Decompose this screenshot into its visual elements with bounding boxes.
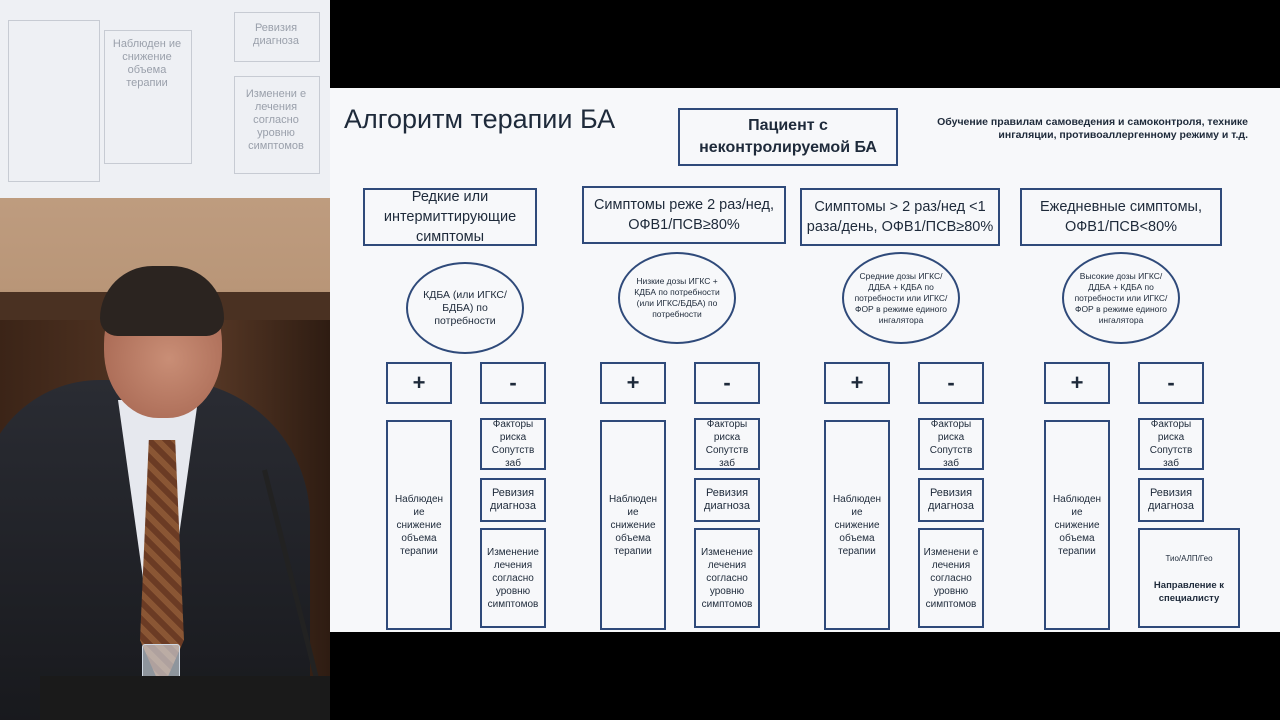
plus-box-3: + xyxy=(824,362,890,404)
category-more-twice-week: Симптомы > 2 раз/нед <1 раза/день, ОФВ1/ПСВ≥80% xyxy=(800,188,1000,246)
education-note: Обучение правилам самоведения и самоконтроля, технике ингаляции, противоаллергенному режиму и т.д. xyxy=(937,116,1248,141)
risk-factors-1: Факторы риска Сопутств заб xyxy=(480,418,546,470)
therapy-circle-2: Низкие дозы ИГКС + КДБА по потребности (или ИГКС/БДБА) по потребности xyxy=(618,252,736,344)
minus-box-1: - xyxy=(480,362,546,404)
plus-box-2: + xyxy=(600,362,666,404)
diagnosis-revision-3: Ревизия диагноза xyxy=(918,478,984,522)
plus-box-1: + xyxy=(386,362,452,404)
ghost-text-observation: Наблюден ие снижение объема терапии xyxy=(112,38,182,89)
specialist-therapy-text: Тио/АЛП/Гео xyxy=(1165,553,1213,563)
slide xyxy=(330,88,1280,632)
treatment-change-3: Изменени е лечения согласно уровню симптомов xyxy=(918,528,984,628)
projected-screen-edge xyxy=(0,0,330,198)
category-less-twice-week: Симптомы реже 2 раз/нед, ОФВ1/ПСВ≥80% xyxy=(582,186,786,244)
plus-result-4: Наблюден ие снижение объема терапии xyxy=(1044,420,1110,630)
specialist-referral-text: Направление к специалисту xyxy=(1153,579,1225,604)
minus-box-2: - xyxy=(694,362,760,404)
risk-factors-4: Факторы риска Сопутств заб xyxy=(1138,418,1204,470)
treatment-change-1: Изменение лечения согласно уровню симптомов xyxy=(480,528,546,628)
slide-title: Алгоритм терапии БА xyxy=(344,104,616,134)
plus-result-1: Наблюден ие снижение объема терапии xyxy=(386,420,452,630)
ghost-text-revision: Ревизия диагноза xyxy=(253,22,299,47)
plus-box-4: + xyxy=(1044,362,1110,404)
therapy-circle-3: Средние дозы ИГКС/ДДБА + КДБА по потребности или ИГКС/ФОР в режиме единого ингалятора xyxy=(842,252,960,344)
diagnosis-revision-4: Ревизия диагноза xyxy=(1138,478,1204,522)
diagnosis-revision-2: Ревизия диагноза xyxy=(694,478,760,522)
therapy-circle-4: Высокие дозы ИГКС/ДДБА + КДБА по потребности или ИГКС/ФОР в режиме единого ингалятора xyxy=(1062,252,1180,344)
category-rare: Редкие или интермиттирующие симптомы xyxy=(363,188,537,246)
speaker-hair xyxy=(100,266,224,336)
patient-box: Пациент с неконтролируемой БА xyxy=(678,108,898,166)
category-daily: Ежедневные симптомы, ОФВ1/ПСВ<80% xyxy=(1020,188,1222,246)
ghost-text-change: Изменени е лечения согласно уровню симптомов xyxy=(245,88,307,152)
minus-box-4: - xyxy=(1138,362,1204,404)
therapy-circle-1: КДБА (или ИГКС/БДБА) по потребности xyxy=(406,262,524,354)
risk-factors-2: Факторы риска Сопутств заб xyxy=(694,418,760,470)
minus-box-3: - xyxy=(918,362,984,404)
treatment-change-2: Изменение лечения согласно уровню симптомов xyxy=(694,528,760,628)
plus-result-2: Наблюден ие снижение объема терапии xyxy=(600,420,666,630)
plus-result-3: Наблюден ие снижение объема терапии xyxy=(824,420,890,630)
specialist-box xyxy=(1138,528,1240,628)
speaker-photo xyxy=(0,0,330,720)
diagnosis-revision-1: Ревизия диагноза xyxy=(480,478,546,522)
podium xyxy=(40,676,330,720)
risk-factors-3: Факторы риска Сопутств заб xyxy=(918,418,984,470)
